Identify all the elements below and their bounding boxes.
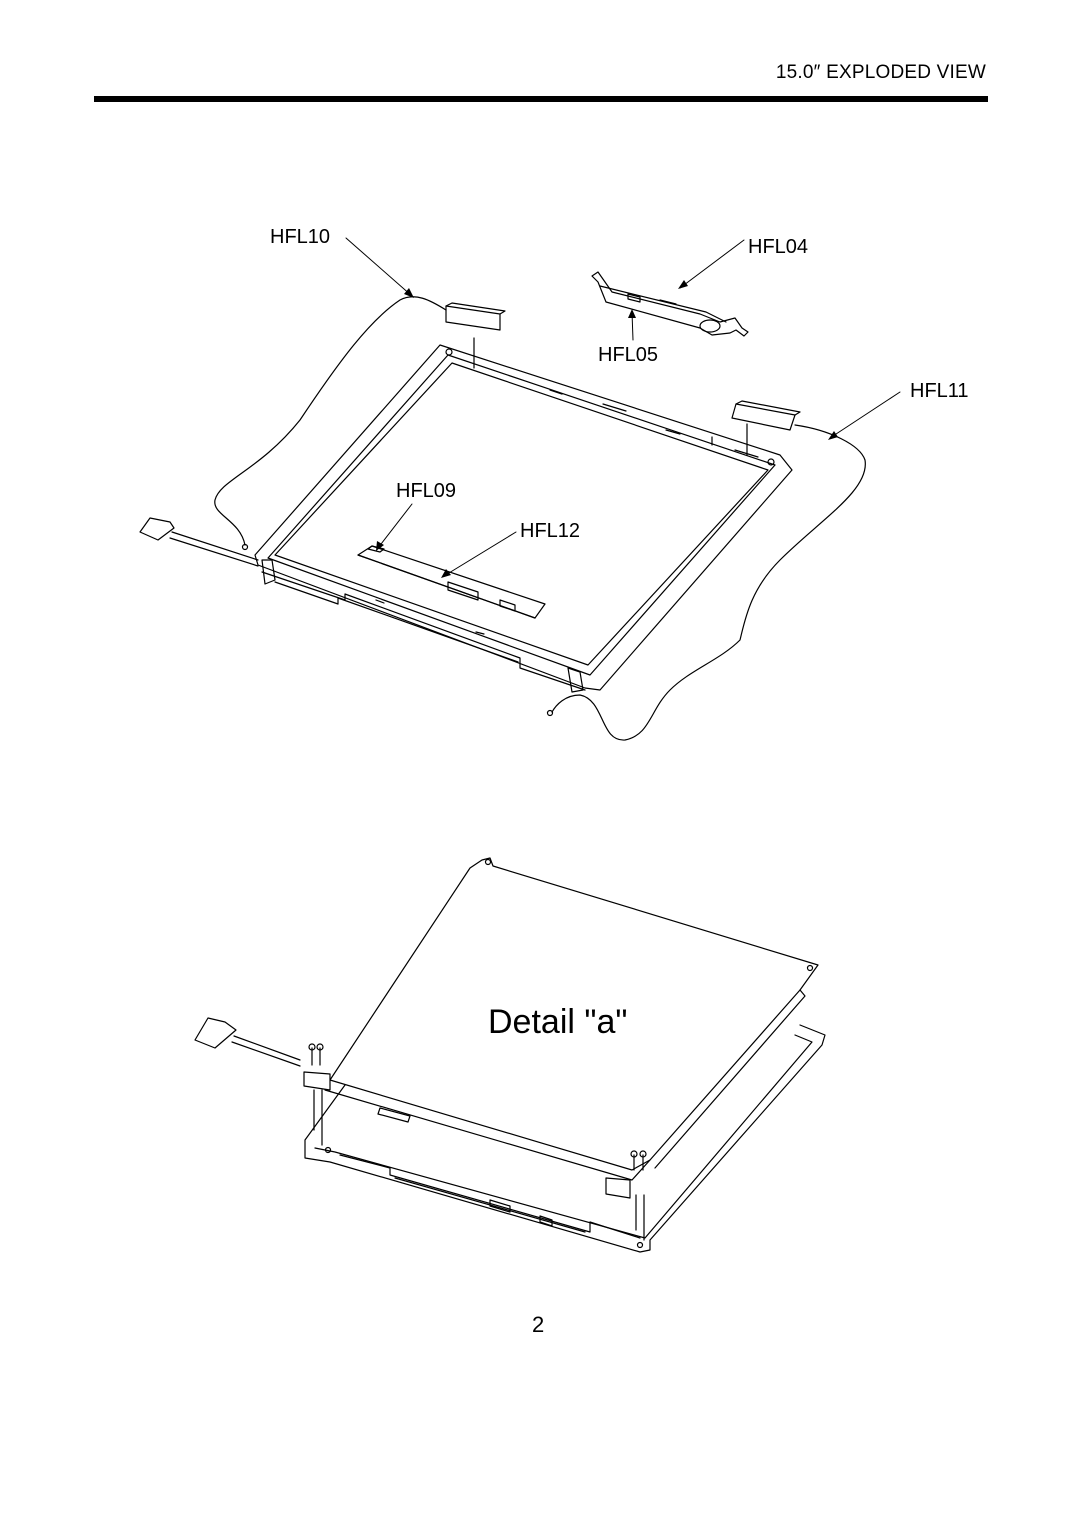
lvds-cable-bottom bbox=[195, 1018, 300, 1066]
hfl12-inverter-board bbox=[358, 546, 545, 618]
lcd-bezel-frame bbox=[255, 338, 792, 692]
callout-hfl05: HFL05 bbox=[598, 344, 659, 366]
detail-a-label: Detail "a" bbox=[488, 1003, 628, 1041]
page-number: 2 bbox=[532, 1312, 545, 1337]
callout-hfl12: HFL12 bbox=[520, 520, 581, 542]
callout-leaders bbox=[346, 238, 900, 576]
callout-hfl11: HFL11 bbox=[910, 380, 969, 402]
callout-hfl04: HFL04 bbox=[748, 236, 809, 258]
callout-hfl09: HFL09 bbox=[396, 480, 457, 502]
callout-arrowheads bbox=[376, 280, 838, 578]
hfl10-antenna bbox=[215, 297, 505, 550]
lvds-cable-top bbox=[140, 518, 258, 566]
hfl04-bracket bbox=[592, 272, 748, 336]
page-title: 15.0″ EXPLODED VIEW bbox=[775, 62, 986, 83]
callout-hfl10: HFL10 bbox=[270, 226, 331, 248]
